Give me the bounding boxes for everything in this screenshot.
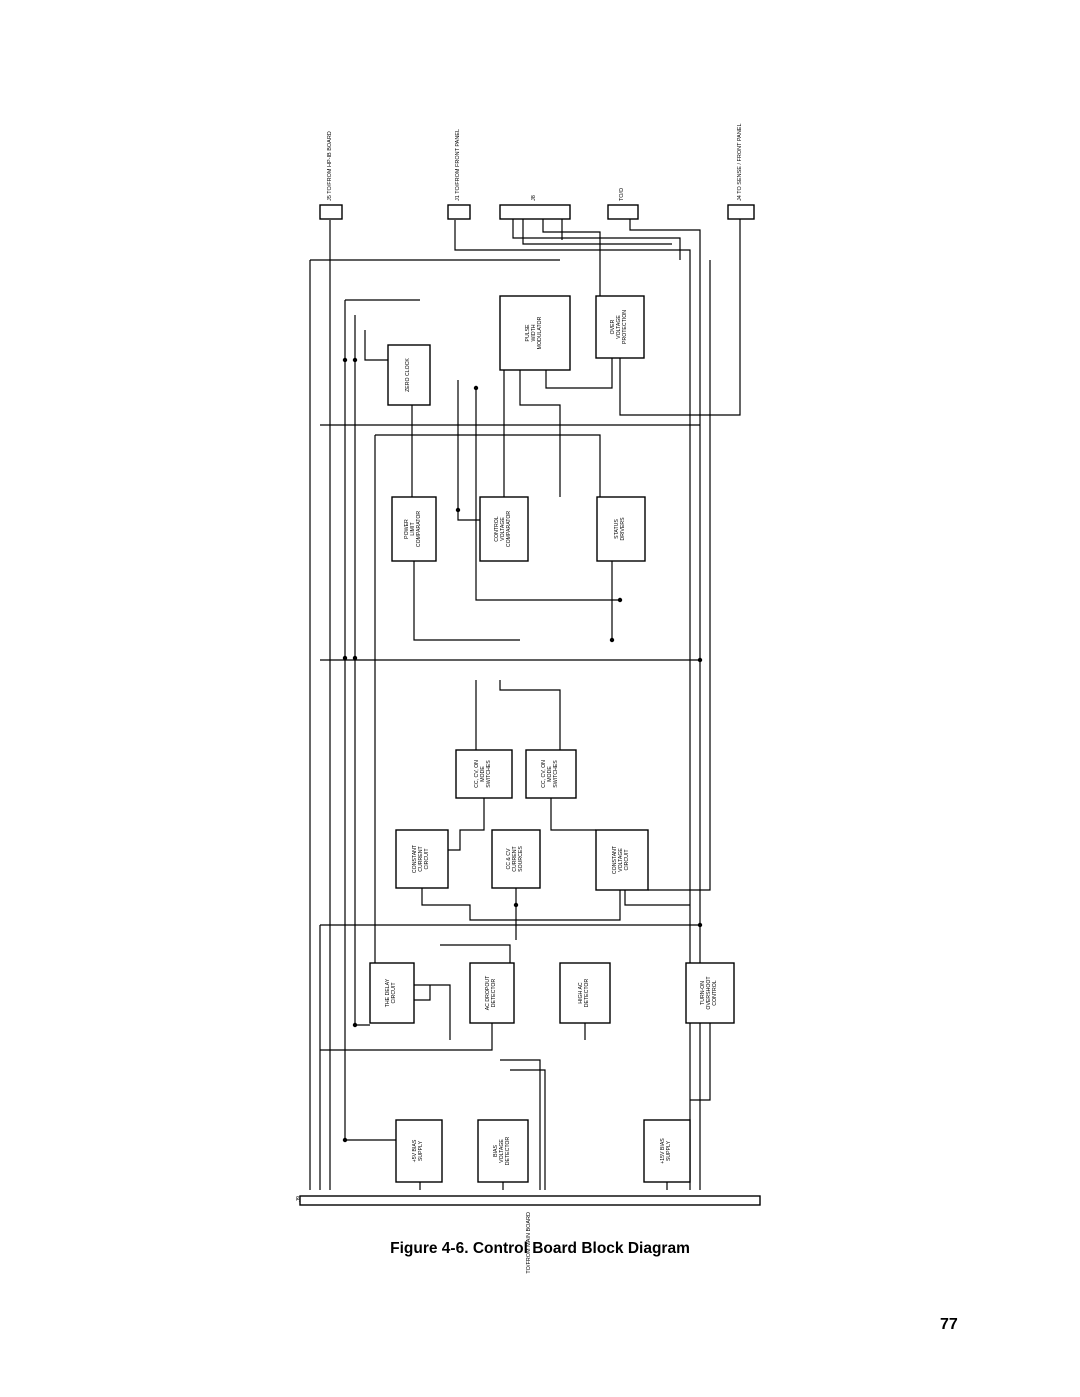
block-ac-dropout-detector <box>470 963 514 1023</box>
connector-j8 <box>500 195 570 219</box>
junction-dot <box>698 923 702 927</box>
junction-dot <box>343 358 347 362</box>
wire-29 <box>448 798 484 850</box>
block-label: HIGH ACDETECTOR <box>578 978 590 1008</box>
junction-dot <box>514 903 518 907</box>
block-label: CC, CV, ONMODESWITCHES <box>474 760 492 788</box>
block-the-delay-circuit <box>370 963 414 1023</box>
wire-34 <box>648 260 710 890</box>
block-status-drivers <box>597 497 645 561</box>
wire-39 <box>414 985 430 1000</box>
block-label: OVERVOLTAGEPROTECTION <box>610 309 628 345</box>
wire-40 <box>320 1023 492 1050</box>
wire-30 <box>551 798 596 830</box>
connector-body <box>320 205 342 219</box>
block-15v-bias-supply <box>644 1120 690 1182</box>
block-label: +15V BIASSUPPLY <box>660 1138 672 1164</box>
bottom-connector-ref: J9 <box>296 1196 302 1202</box>
wire-33 <box>625 890 690 905</box>
connector-body <box>448 205 470 219</box>
connector-label: J8 <box>531 195 537 201</box>
wire-38 <box>414 985 450 1040</box>
block-label: CONTROLVOLTAGECOMPARATOR <box>494 510 512 548</box>
block-label: TURN-ONOVERSHOOTCONTROL <box>700 976 718 1010</box>
block-high-ac-detector <box>560 963 610 1023</box>
block-cc-cv-on-mode-switches <box>526 750 576 798</box>
connector-to-d <box>608 188 638 219</box>
connector-j5 <box>320 131 342 219</box>
block-label: ZERO CLOCK <box>405 358 411 392</box>
block-zero-clock <box>388 345 430 405</box>
junction-dot <box>456 508 460 512</box>
connector-body <box>500 205 570 219</box>
wire-25 <box>476 388 620 600</box>
junction-dot <box>353 1023 357 1027</box>
junction-dot <box>698 658 702 662</box>
block-label: CONSTANTVOLTAGECIRCUIT <box>612 845 630 875</box>
junction-dot <box>353 358 357 362</box>
wire-14 <box>355 315 370 1025</box>
junction-dot <box>618 598 622 602</box>
connector-body <box>728 205 754 219</box>
junction-dot <box>353 656 357 660</box>
figure-caption: Figure 4-6. Control Board Block Diagram <box>390 1240 690 1257</box>
connector-body <box>608 205 638 219</box>
wire-21 <box>520 370 560 497</box>
block-label: AC DROPOUTDETECTOR <box>485 975 497 1011</box>
connector-label: J5 TO/FROM HP-IB BOARD <box>327 131 333 201</box>
connector-j1 <box>448 129 470 219</box>
block-over-voltage-protection <box>596 296 644 358</box>
block-label: CC & CVCURRENTSOURCES <box>506 846 524 872</box>
block-turn-on-overshoot-control <box>686 963 734 1023</box>
block-label: CC, CV, ONMODESWITCHES <box>541 760 559 788</box>
block-label: +5V BIASSUPPLY <box>412 1139 424 1163</box>
block-group <box>370 296 734 1182</box>
block-label: POWERLIMITCOMPARATOR <box>404 510 422 548</box>
block-label: BIASVOLTAGEDETECTOR <box>493 1136 511 1166</box>
junction-dot <box>474 386 478 390</box>
wire-17 <box>375 435 600 497</box>
connector-label: TO/D <box>619 187 625 201</box>
junction-dot <box>610 638 614 642</box>
block-label: THE DELAYCIRCUIT <box>385 978 397 1008</box>
wire-16 <box>370 435 375 990</box>
connector-label: J1 TO/FROM FRONT PANEL <box>455 128 461 201</box>
bottom-connector-label: TO/FROM MAIN BOARD <box>526 1212 532 1274</box>
connector-j4 <box>728 123 754 219</box>
block-pulse-width-modulator <box>500 296 570 370</box>
wire-31 <box>422 888 620 920</box>
page-number: 77 <box>940 1316 958 1333</box>
wire-5 <box>543 212 600 300</box>
bottom-bus-bar <box>300 1196 760 1205</box>
block-power-limit-comparator <box>392 497 436 561</box>
wire-15 <box>365 330 388 360</box>
block-label: CONSTANTCURRENTCIRCUIT <box>412 844 430 874</box>
junction-dot <box>343 656 347 660</box>
wire-2 <box>455 220 690 1190</box>
block-control-voltage-comparator <box>480 497 528 561</box>
block-label: PULSEWIDTHMODULATOR <box>525 316 543 350</box>
block-bias-voltage-detector <box>478 1120 528 1182</box>
block-cc-cv-current-sources <box>492 830 540 888</box>
block-constant-current-circuit <box>396 830 448 888</box>
connector-label: J4 TO SENSE / FRONT PANEL <box>737 123 743 201</box>
block-cc-cv-on-mode-switches <box>456 750 512 798</box>
junction-dot <box>343 1138 347 1142</box>
wire-24 <box>458 380 480 520</box>
wire-28 <box>500 680 560 750</box>
wire-37 <box>440 945 510 963</box>
block-constant-voltage-circuit <box>596 830 648 890</box>
block-5v-bias-supply <box>396 1120 442 1182</box>
block-label: STATUSDRIVERS <box>614 517 626 541</box>
